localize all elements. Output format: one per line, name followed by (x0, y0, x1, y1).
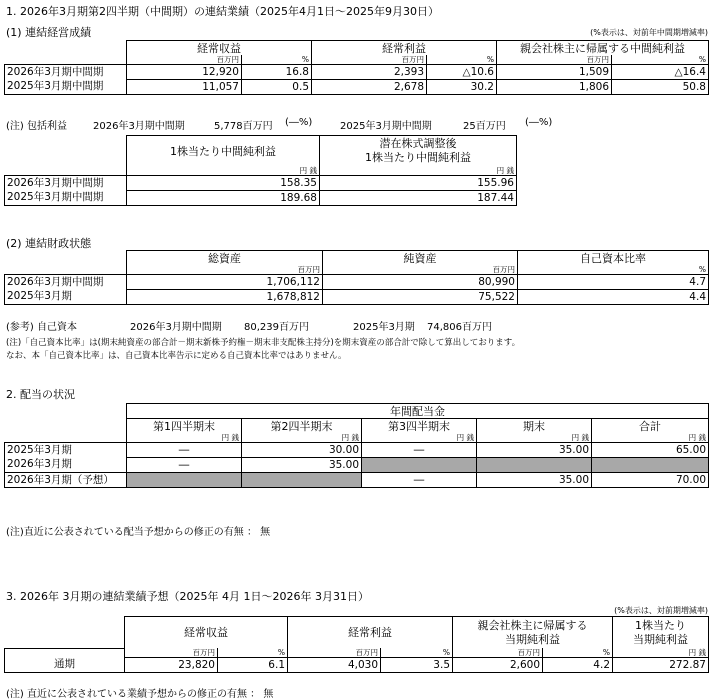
col-header: 期末 (477, 419, 592, 434)
col-header: 経常収益 (125, 617, 288, 649)
row-label: 2025年3月期中間期 (5, 80, 127, 95)
row-label: 通期 (5, 658, 125, 673)
unit-label: 百万円 (125, 648, 218, 658)
table-row (5, 176, 517, 191)
annual-dividend-header: 年間配当金 (127, 404, 709, 419)
col-header-line: 潜在株式調整後 (379, 137, 457, 150)
table-row (5, 191, 517, 206)
unit-label: 円 銭 (477, 433, 592, 443)
percent-note: (%表示は、対前年中間期増減率) (590, 28, 708, 37)
cell: 35.00 (477, 443, 592, 458)
col-header: 1株当たり中間純利益 (127, 136, 320, 167)
table-row (5, 458, 709, 473)
ref-equity-label: (参考) 自己資本 (6, 322, 77, 333)
cell: 6.1 (218, 658, 288, 673)
unit-label: 円 銭 (320, 166, 517, 176)
cell: 4,030 (288, 658, 381, 673)
unit-label: 百万円 (127, 55, 242, 65)
section2-subheading: (2) 連結財政状態 (6, 237, 92, 250)
unit-label: 百万円 (127, 265, 323, 275)
shaded-cell (477, 458, 592, 473)
cell: 2,600 (453, 658, 543, 673)
eps-table (4, 135, 517, 206)
unit-label: 円 銭 (613, 648, 709, 658)
cell: 2,393 (312, 65, 427, 80)
dividend-forecast-note: (注)直近に公表されている配当予想からの修正の有無 ： 無 (6, 527, 271, 538)
row-label: 2026年3月期（予想） (5, 473, 127, 488)
table-row (5, 443, 709, 458)
shaded-cell (592, 458, 709, 473)
cell: 30.2 (427, 80, 497, 95)
cell: 272.87 (613, 658, 709, 673)
unit-label: % (543, 648, 613, 658)
cell: 12,920 (127, 65, 242, 80)
forecast-table (4, 616, 709, 673)
ref-equity-prev-label: 2025年3月期 (353, 322, 415, 333)
unit-label: 円 銭 (242, 433, 362, 443)
col-header (320, 136, 517, 167)
comp-income-prev-pct: (―%) (525, 117, 553, 128)
unit-label: 円 銭 (127, 433, 242, 443)
cell: 23,820 (125, 658, 218, 673)
unit-label: 円 銭 (127, 166, 320, 176)
section1-subheading: (1) 連結経営成績 (6, 26, 92, 39)
cell: 1,706,112 (127, 275, 323, 290)
table-row (5, 290, 709, 305)
unit-label: 百万円 (288, 648, 381, 658)
col-header: 自己資本比率 (518, 251, 709, 266)
table-row (5, 275, 709, 290)
capital-ratio-note-2: なお、本「自己資本比率」は、自己資本比率告示に定める自己資本比率ではありません。 (6, 351, 347, 361)
cell: 80,990 (323, 275, 518, 290)
comp-income-prev-label: 2025年3月期中間期 (340, 121, 432, 132)
cell: 0.5 (242, 80, 312, 95)
cell: △16.4 (612, 65, 709, 80)
col-header: 経常収益 (127, 41, 312, 56)
ref-equity-cur-label: 2026年3月期中間期 (130, 322, 222, 333)
cell: 16.8 (242, 65, 312, 80)
table-row (5, 65, 709, 80)
unit-label: % (218, 648, 288, 658)
col-header-line: 当期純利益 (633, 632, 688, 646)
forecast-percent-note: (%表示は、対前期増減率) (614, 606, 708, 615)
col-header: 経常利益 (288, 617, 453, 649)
col-header-line: 1株当たり (635, 618, 686, 632)
unit-label: 百万円 (323, 265, 518, 275)
section1-heading: 1. 2026年3月期第2四半期（中間期）の連結業績（2025年4月1日～2025年9月30日） (6, 5, 439, 18)
cell: 4.7 (518, 275, 709, 290)
unit-label: % (242, 55, 312, 65)
col-header-line: 1株当たり中間純利益 (365, 151, 471, 164)
financial-position-table (4, 250, 709, 305)
comp-income-cur-value: 5,778百万円 (214, 121, 273, 132)
col-header-line: 親会社株主に帰属する (477, 618, 588, 632)
unit-label: 百万円 (453, 648, 543, 658)
row-label: 2025年3月期 (5, 443, 127, 458)
shaded-cell (242, 473, 362, 488)
row-label: 2026年3月期 (5, 458, 127, 473)
cell: 155.96 (320, 176, 517, 191)
comp-income-cur-pct: (―%) (285, 117, 313, 128)
row-label: 2026年3月期中間期 (5, 65, 127, 80)
operating-results-table (4, 40, 709, 95)
col-header: 経常利益 (312, 41, 497, 56)
row-label: 2026年3月期中間期 (5, 176, 127, 191)
col-header-line: 当期純利益 (505, 632, 560, 646)
unit-label: % (427, 55, 497, 65)
col-header: 合計 (592, 419, 709, 434)
col-header (453, 617, 613, 649)
cell: ― (127, 443, 242, 458)
cell: 35.00 (477, 473, 592, 488)
cell: 1,806 (497, 80, 612, 95)
table-row (5, 80, 709, 95)
ref-equity-prev-value: 74,806百万円 (427, 322, 492, 333)
unit-label: 円 銭 (362, 433, 477, 443)
cell: 75,522 (323, 290, 518, 305)
cell: 30.00 (242, 443, 362, 458)
cell: △10.6 (427, 65, 497, 80)
col-header: 第3四半期末 (362, 419, 477, 434)
shaded-cell (362, 458, 477, 473)
forecast-heading: 3. 2026年 3月期の連結業績予想（2025年 4月 1日～2026年 3月31日） (6, 590, 369, 603)
row-label: 2025年3月期中間期 (5, 191, 127, 206)
cell: ― (127, 458, 242, 473)
unit-label: 円 銭 (592, 433, 709, 443)
cell: ― (362, 443, 477, 458)
cell: 65.00 (592, 443, 709, 458)
col-header: 第2四半期末 (242, 419, 362, 434)
unit-label: % (612, 55, 709, 65)
unit-label: 百万円 (312, 55, 427, 65)
earnings-forecast-note: (注) 直近に公表されている業績予想からの修正の有無 ： 無 (6, 689, 274, 700)
cell: 187.44 (320, 191, 517, 206)
cell: 4.2 (543, 658, 613, 673)
cell: 4.4 (518, 290, 709, 305)
cell: 1,509 (497, 65, 612, 80)
comp-income-prev-value: 25百万円 (463, 121, 506, 132)
cell: 2,678 (312, 80, 427, 95)
capital-ratio-note: (注)「自己資本比率」は(期末純資産の部合計－期末新株予約権－期末非支配株主持分)を期末資産の部合計で除して算出しております。 (6, 338, 521, 348)
comp-income-label: (注) 包括利益 (6, 121, 67, 132)
col-header: 純資産 (323, 251, 518, 266)
table-row (5, 473, 709, 488)
unit-label: 百万円 (497, 55, 612, 65)
unit-label: % (518, 265, 709, 275)
cell: 35.00 (242, 458, 362, 473)
unit-label: % (381, 648, 453, 658)
cell: 70.00 (592, 473, 709, 488)
dividends-table (4, 403, 709, 488)
col-header: 総資産 (127, 251, 323, 266)
table-row (5, 658, 709, 673)
col-header: 第1四半期末 (127, 419, 242, 434)
cell: 50.8 (612, 80, 709, 95)
comp-income-cur-label: 2026年3月期中間期 (93, 121, 185, 132)
row-label: 2026年3月期中間期 (5, 275, 127, 290)
col-header: 親会社株主に帰属する中間純利益 (497, 41, 709, 56)
cell: ― (362, 473, 477, 488)
shaded-cell (127, 473, 242, 488)
col-header (613, 617, 709, 649)
ref-equity-cur-value: 80,239百万円 (244, 322, 309, 333)
row-label: 2025年3月期 (5, 290, 127, 305)
dividends-heading: 2. 配当の状況 (6, 388, 75, 401)
cell: 1,678,812 (127, 290, 323, 305)
cell: 189.68 (127, 191, 320, 206)
cell: 158.35 (127, 176, 320, 191)
cell: 11,057 (127, 80, 242, 95)
cell: 3.5 (381, 658, 453, 673)
